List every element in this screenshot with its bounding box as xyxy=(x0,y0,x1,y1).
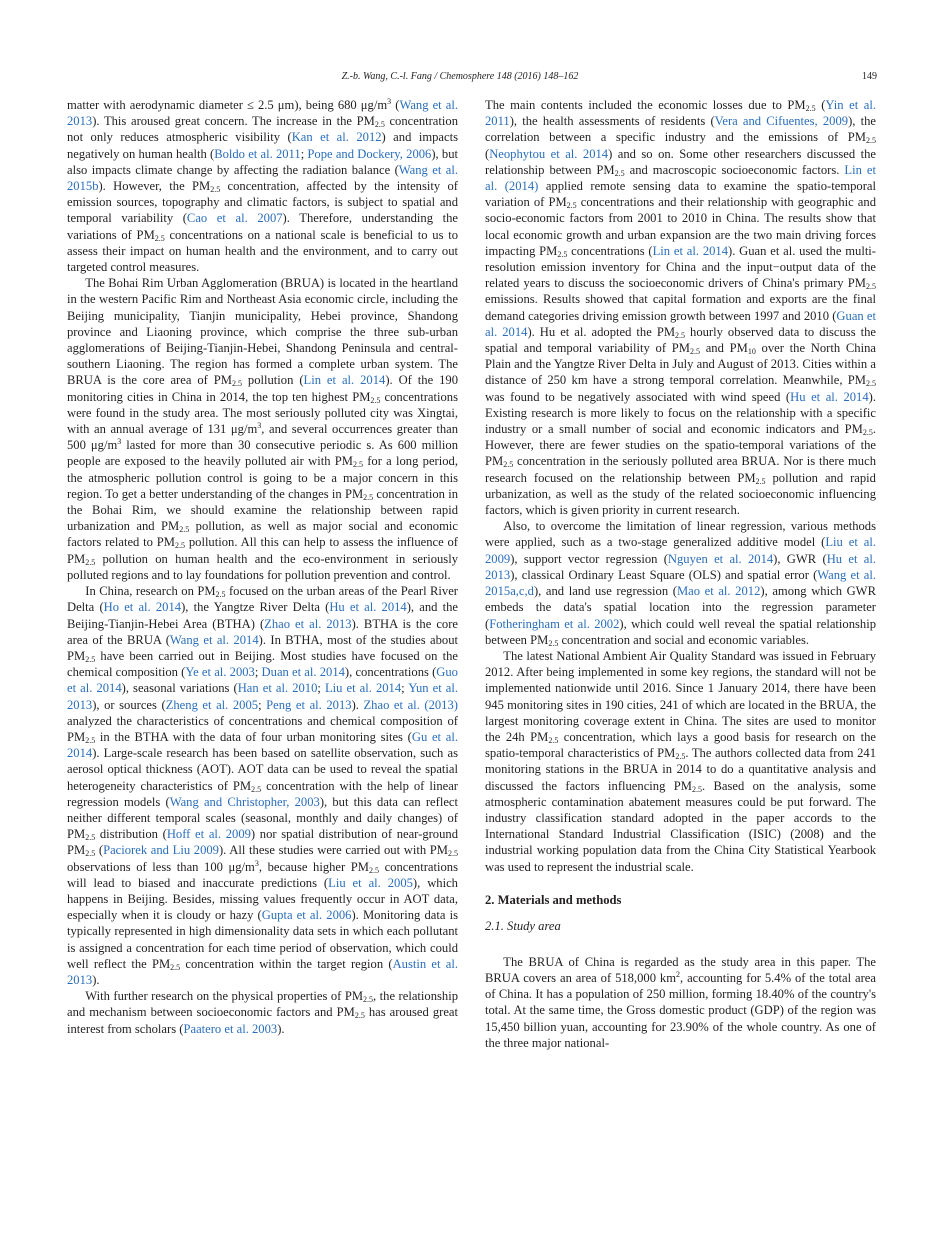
citation-link[interactable]: Liu et al. 2014 xyxy=(324,681,402,696)
citation-link[interactable]: Fotheringham et al. 2002 xyxy=(489,616,620,631)
citation-link[interactable]: Yin et al. 2011 xyxy=(485,98,877,129)
citation-link[interactable]: Duan et al. 2014 xyxy=(261,665,345,680)
paragraph: With further research on the physical properties of $PM_{2.5}$, the relationship and mechanism between socioeconomic factors and $PM_{2.5}$ has aroused great interest from scholars (Paatero et al. 2003). xyxy=(67,989,458,1036)
citation-link[interactable]: Yun et al. 2013 xyxy=(67,681,458,712)
citation-link[interactable]: Cao et al. 2007 xyxy=(186,211,283,226)
citation-link[interactable]: Liu et al. 2005 xyxy=(328,875,413,890)
citation-link[interactable]: Neophytou et al. 2014 xyxy=(489,146,609,161)
citation-link[interactable]: Gu et al. 2014 xyxy=(67,729,458,761)
right-column-paragraphs xyxy=(485,97,876,875)
citation-link[interactable]: Hoff et al. 2009 xyxy=(166,827,251,842)
citation-link[interactable]: Wang et al. 2014 xyxy=(169,632,259,647)
citation-link[interactable]: Zheng et al. 2005 xyxy=(165,697,259,712)
citation-link[interactable]: Lin et al. (2014) xyxy=(485,162,877,194)
paragraph: In China, research on $PM_{2.5}$ focused on the urban areas of the Pearl River Delta (Ho et al. 2014), the Yangtze River Delta (Hu et al. 2014), and the Beijing-Tianjin-Hebei Area (BTHA) (Zhao et al. 2013). BTHA is the core area of the BRUA (Wang et al. 2014). In BTHA, most of the studies about $PM_{2.5}$ have been carried out in Beijing. Most studies have focused on the chemical composition (Ye et al. 2003; Duan et al. 2014), concentrations (Guo et al. 2014), seasonal variations (Han et al. 2010; Liu et al. 2014; Yun et al. 2013), or sources (Zheng et al. 2005; Peng et al. 2013). Zhao et al. (2013) analyzed the characteristics of concentrations and chemical composition of $PM_{2.5}$ in the BTHA with the data of four urban monitoring sites (Gu et al. 2014). Large-scale research has been based on satellite observation, such as aerosol optical thickness (AOT). AOT data can be used to reveal the spatial heterogeneity characteristics of $PM_{2.5}$ concentration with the help of linear regression models (Wang and Christopher, 2003), but this data can reflect neither different temporal scales (seasonal, monthly and daily changes) of $PM_{2.5}$ distribution (Hoff et al. 2009) nor spatial distribution of near-ground $PM_{2.5}$ (Paciorek and Liu 2009). All these studies were carried out with $PM_{2.5}$ observations of less than 100 $\mu g/m^3$, because higher $PM_{2.5}$ concentrations will lead to biased and inaccurate predictions (Liu et al. 2005), which happens in Beijing. Besides, missing values frequently occur in AOT data, especially when it is cloudy or hazy (Gupta et al. 2006). Monitoring data is typically represented in high dimensionality data sets in which each pollutant is assigned a concentration for each time period of observation, which could well reflect the $PM_{2.5}$ concentration within the target region (Austin et al. 2013). xyxy=(67,584,458,987)
citation-link[interactable]: Gupta et al. 2006 xyxy=(261,908,352,923)
right-column xyxy=(485,97,876,1051)
citation-link[interactable]: Guo et al. 2014 xyxy=(67,665,458,696)
citation-link[interactable]: Liu et al. 2009 xyxy=(485,535,876,566)
citation-link[interactable]: Nguyen et al. 2014 xyxy=(667,551,774,566)
citation-link[interactable]: Ye et al. 2003 xyxy=(185,665,255,680)
citation-link[interactable]: Han et al. 2010 xyxy=(237,681,318,696)
citation-link[interactable]: Vera and Cifuentes, 2009 xyxy=(714,114,849,129)
citation-link[interactable]: Wang et al. 2015a,c,d xyxy=(485,567,876,599)
citation-link[interactable]: Hu et al. 2014 xyxy=(790,389,869,404)
citation-link[interactable]: Guan et al. 2014 xyxy=(485,308,877,339)
citation-link[interactable]: Wang and Christopher, 2003 xyxy=(169,794,320,809)
paragraph: The latest National Ambient Air Quality Standard was issued in February 2012. After being implemented in some key regions, the standard will not be implemented nationwide until 2016. Since 1 January 2014, there have been 945 monitoring sites in 190 cities, 241 of which are located in the BRUA, the largest monitoring coverage extent in China. The sites are used to monitor the 24h $PM_{2.5}$ concentration, which lays a good basis for research on the spatio-temporal characteristics of $PM_{2.5}$. The authors collected data from 241 monitoring stations in the BRUA in 2014 to do a quantitative analysis and discussed the factors influencing $PM_{2.5}$. Based on the analysis, some atmospheric contamination abatement measures could be put forward. The industry classification standard adopted in the paper accords to the International Standard Industrial Classification (ISIC) (2008) and the industrial working population data from the China City Statistical Yearbook was used to represent the industrial scale. xyxy=(485,648,876,874)
citation-link[interactable]: Hu et al. 2013 xyxy=(485,551,876,582)
citation-link[interactable]: Mao et al. 2012 xyxy=(676,584,761,599)
citation-link[interactable]: Lin et al. 2014 xyxy=(652,243,729,258)
citation-link[interactable]: Zhao et al. (2013) xyxy=(363,697,458,712)
section-heading: 2. Materials and methods xyxy=(485,892,622,907)
paragraph: Also, to overcome the limitation of linear regression, various methods were applied, such as a two-stage generalized additive model (Liu et al. 2009), support vector regression (Nguyen et al. 2014), GWR (Hu et al. 2013), classical Ordinary Least Square (OLS) and spatial error (Wang et al. 2015a,c,d), and land use regression (Mao et al. 2012), among which GWR embeds the data's spatial location into the regression parameter (Fotheringham et al. 2002), which could well reveal the spatial relationship between $PM_{2.5}$ concentration and social and economic variables. xyxy=(485,519,876,648)
citation-link[interactable]: Pope and Dockery, 2006 xyxy=(307,146,432,161)
citation-link[interactable]: Paatero et al. 2003 xyxy=(183,1021,278,1036)
citation-link[interactable]: Wang et al. 2015b xyxy=(67,162,459,194)
citation-link[interactable]: Boldo et al. 2011 xyxy=(214,146,301,161)
citation-link[interactable]: Zhao et al. 2013 xyxy=(264,616,352,631)
citation-link[interactable]: Lin et al. 2014 xyxy=(303,373,386,388)
paragraph: The main contents included the economic losses due to $PM_{2.5}$ (Yin et al. 2011), the health assessments of residents (Vera and Cifuentes, 2009), the correlation between a specific industry and the emissions of $PM_{2.5}$ (Neophytou et al. 2014) and so on. Some other researchers discussed the relationship between $PM_{2.5}$ and macroscopic socioeconomic factors. Lin et al. (2014) applied remote sensing data to examine the spatio-temporal variation of $PM_{2.5}$ concentrations and their relationship with geographic and socio-economic factors from 2001 to 2010 in China. The results show that local economic growth and urban expansion are the two main driving forces impacting $PM_{2.5}$ concentrations (Lin et al. 2014). Guan et al. used the multi-resolution emission inventory for China and the input−output data of the related years to discuss the socioeconomic drivers of China's primary $PM_{2.5}$ emissions. Results showed that capital formation and exports are the final demand categories driving emission growth between 1997 and 2010 (Guan et al. 2014). Hu et al. adopted the $PM_{2.5}$ hourly observed data to discuss the spatial and temporal variability of $PM_{2.5}$ and $PM_{10}$ over the North China Plain and the Yangtze River Delta in July and August of 2013. Cities within a distance of 250 km have a strong temporal correlation. Meanwhile, $PM_{2.5}$ was found to be negatively associated with wind speed (Hu et al. 2014). Existing research is more likely to focus on the relationship with a specific industry or a small number of social and economic indicators and $PM_{2.5}$. However, there are fewer studies on the spatio-temporal variations of the $PM_{2.5}$ concentration in the seriously polluted area BRUA. Nor is there much research focused on the relationship between $PM_{2.5}$ pollution and rapid urbanization, as well as the study of the related socioeconomic influencing factors, which is given priority in current research. xyxy=(485,98,877,518)
right-column-continued xyxy=(485,954,876,1051)
citation-link[interactable]: Ho et al. 2014 xyxy=(103,600,182,615)
citation-link[interactable]: Kan et al. 2012 xyxy=(291,130,382,145)
left-column xyxy=(67,97,458,1037)
citation-link[interactable]: Peng et al. 2013 xyxy=(266,697,352,712)
paragraph: matter with aerodynamic diameter ≤ 2.5 μm), being 680 $\mu g/m^3$ (Wang et al. 2013). This aroused great concern. The increase in the $PM_{2.5}$ concentration not only reduces atmospheric visibility (Kan et al. 2012) and impacts negatively on human health (Boldo et al. 2011; Pope and Dockery, 2006), but also impacts climate change by affecting the radiation balance (Wang et al. 2015b). However, the $PM_{2.5}$ concentration, affected by the intensity of emission sources, topography and climatic factors, is subject to spatial and temporal variability (Cao et al. 2007). Therefore, understanding the variations of $PM_{2.5}$ concentrations on a national scale is beneficial to us to assess their impact on human health and the environment, and to carry out targeted control measures. xyxy=(67,97,459,275)
citation-link[interactable]: Paciorek and Liu 2009 xyxy=(103,843,219,858)
paragraph: The Bohai Rim Urban Agglomeration (BRUA) is located in the heartland in the western Pacific Rim and Northeast Asia economic circle, including the Beijing municipality, Tianjin municipality, Hebei province, Shandong province and Liaoning province, which comprise the three sub-urban agglomerations of Beijing-Tianjin-Hebei, Shandong Peninsula and central-southern Liaoning. The region has formed a complete urban system. The BRUA is the core area of $PM_{2.5}$ pollution (Lin et al. 2014). Of the 190 monitoring cities in China in 2014, the top ten highest $PM_{2.5}$ concentrations were found in the study area. The most seriously polluted city was Xingtai, with an annual average of 131 $\mu g/m^3$, and several occurrences greater than 500 $\mu g/m^3$ lasted for more than 30 consecutive periodic s. As 600 million people are exposed to the heavily polluted air with $PM_{2.5}$ for a long period, the atmospheric pollution control is going to be a major concern in this region. To get a better understanding of the changes in $PM_{2.5}$ concentration in the Bohai Rim, we should examine the relationship between rapid urbanization and $PM_{2.5}$ pollution, as well as major social and economic factors related to $PM_{2.5}$ pollution. All this can help to assess the influence of $PM_{2.5}$ pollution on human health and the eco-environment in seriously polluted regions and to lay foundations for pollution prevention and control. xyxy=(67,276,459,582)
page-number: 149 xyxy=(862,71,877,82)
citation-link[interactable]: Hu et al. 2014 xyxy=(329,600,407,615)
subsection-heading: 2.1. Study area xyxy=(485,918,561,933)
running-head: Z.-b. Wang, C.-l. Fang / Chemosphere 148 (2016) 148–162 xyxy=(341,71,579,82)
citation-link[interactable]: Austin et al. 2013 xyxy=(67,956,458,987)
citation-link[interactable]: Wang et al. 2013 xyxy=(67,98,458,129)
paragraph: The BRUA of China is regarded as the study area in this paper. The BRUA covers an area of 518,000 $km^2$, accounting for 5.4% of the total area of China. It has a population of 250 million, forming 18.40% of the country's total. At the same time, the Gross domestic product (GDP) of the region was 15,450 billion yuan, accounting for 23.90% of the whole country. As one of the three major national- xyxy=(485,954,876,1050)
